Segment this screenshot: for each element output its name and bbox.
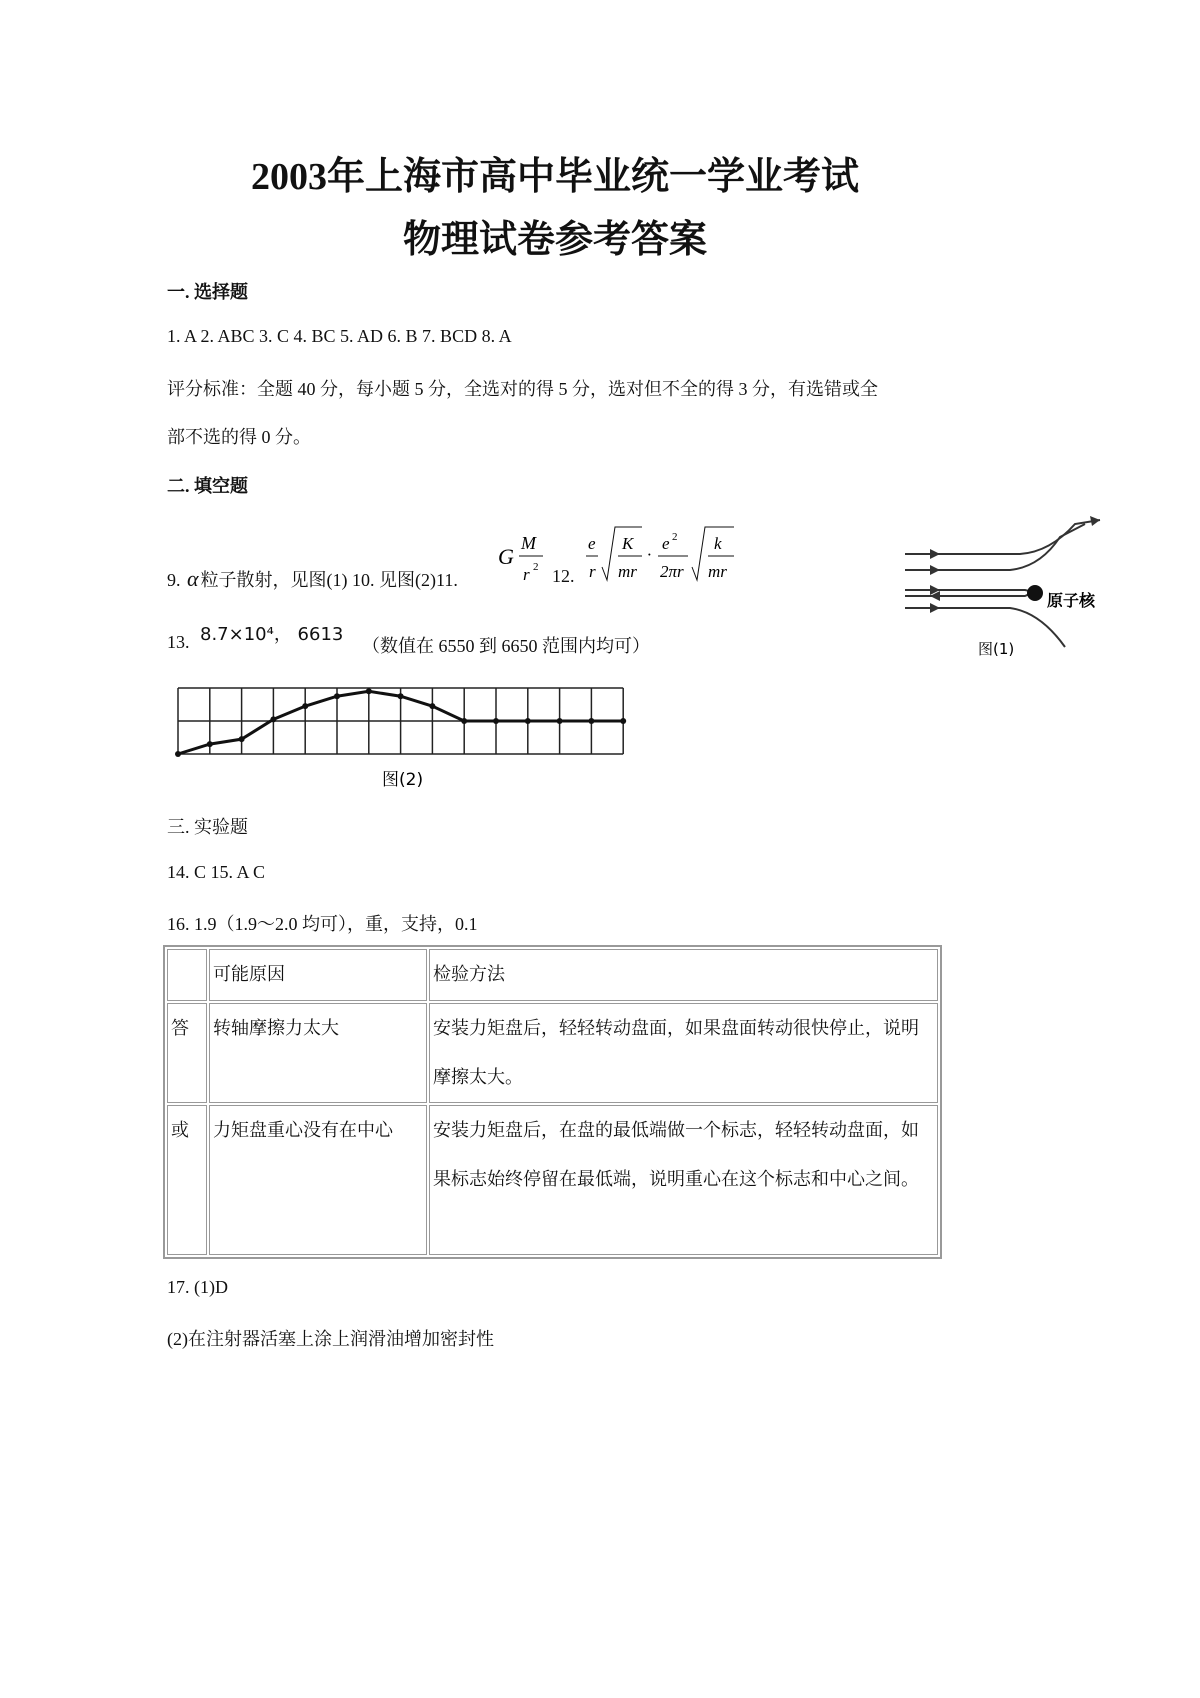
wave-point <box>620 718 626 724</box>
table-header <box>167 949 207 1001</box>
figure-1-label: 图(1) <box>978 640 1015 658</box>
wave-point <box>525 718 531 724</box>
wave-point <box>270 716 276 722</box>
wave-point <box>588 718 594 724</box>
q14-15-answers: 14. C 15. A C <box>167 862 266 882</box>
svg-text:·: · <box>647 545 652 564</box>
svg-text:G: G <box>498 544 514 569</box>
q13-value: 8.7×10⁴， 6613 <box>200 624 344 645</box>
table-header: 检验方法 <box>429 949 938 1001</box>
wave-point <box>429 703 435 709</box>
q16-table <box>163 945 942 1259</box>
table-header: 可能原因 <box>209 949 427 1001</box>
wave-point <box>398 693 404 699</box>
svg-text:e: e <box>588 534 596 553</box>
svg-text:K: K <box>622 534 634 553</box>
figure-1-alpha-scattering <box>900 512 1105 662</box>
section-2-heading: 二. 填空题 <box>167 476 248 496</box>
section-3-heading: 三. 实验题 <box>167 817 248 837</box>
q16-answer: 16. 1.9（1.9～2.0 均可），重，支持，0.1 <box>167 914 478 934</box>
svg-text:2: 2 <box>672 531 678 543</box>
alpha-symbol: α <box>187 566 199 591</box>
q9-line <box>167 566 458 592</box>
q9-prefix: 9. <box>167 570 181 590</box>
table-cell: 答 <box>167 1003 207 1103</box>
wave-point <box>366 688 372 694</box>
wave-point <box>334 693 340 699</box>
svg-text:2: 2 <box>533 561 539 573</box>
criteria-line-2: 部不选的得 0 分。 <box>167 427 311 447</box>
table-header-row <box>167 949 938 1001</box>
wave-point <box>493 718 499 724</box>
svg-text:mr: mr <box>618 562 637 581</box>
figure-2-label: 图(2) <box>382 770 424 790</box>
wave-point <box>461 718 467 724</box>
table-cell: 或 <box>167 1105 207 1255</box>
q17-part-1: 17. (1)D <box>167 1277 228 1297</box>
criteria-line-1: 评分标准：全题 40 分，每小题 5 分，全选对的得 5 分，选对但不全的得 3 分，有选错或全 <box>167 379 878 399</box>
table-cell: 转轴摩擦力太大 <box>209 1003 427 1103</box>
nucleus <box>1027 585 1043 601</box>
title-line-2: 物理试卷参考答案 <box>402 219 707 261</box>
q17-part-2: (2)在注射器活塞上涂上润滑油增加密封性 <box>167 1329 494 1349</box>
svg-text:mr: mr <box>708 562 727 581</box>
svg-text:r: r <box>523 565 530 584</box>
formula-gravity <box>495 522 555 587</box>
q13-label: 13. <box>167 632 190 652</box>
table-cell: 力矩盘重心没有在中心 <box>209 1105 427 1255</box>
title-line-1: 2003年上海市高中毕业统一学业考试 <box>250 156 859 198</box>
table-row <box>167 1003 938 1103</box>
q12-label: 12. <box>552 566 575 586</box>
nucleus-label: 原子核 <box>1047 591 1096 610</box>
wave-point <box>207 741 213 747</box>
svg-text:r: r <box>589 562 596 581</box>
figure-2-wave <box>170 675 640 795</box>
formula-q12 <box>582 522 752 587</box>
wave-point <box>175 751 181 757</box>
table-cell: 安装力矩盘后，在盘的最低端做一个标志，轻轻转动盘面，如果标志始终停留在最低端，说明重心在这个标志和中心之间。 <box>429 1105 938 1255</box>
table-row <box>167 1105 938 1255</box>
svg-text:M: M <box>521 533 536 553</box>
q13-note: （数值在 6550 到 6650 范围内均可） <box>362 636 650 656</box>
svg-text:k: k <box>714 534 722 553</box>
q9-text: 粒子散射，见图(1) 10. 见图(2)11. <box>200 570 458 590</box>
table-cell: 安装力矩盘后，轻轻转动盘面，如果盘面转动很快停止，说明摩擦太大。 <box>429 1003 938 1103</box>
svg-text:2πr: 2πr <box>660 562 684 581</box>
section-1-heading: 一. 选择题 <box>167 282 248 302</box>
wave-point <box>239 736 245 742</box>
svg-text:e: e <box>662 534 670 553</box>
wave-point <box>557 718 563 724</box>
wave-point <box>302 703 308 709</box>
mc-answers: 1. A 2. ABC 3. C 4. BC 5. AD 6. B 7. BCD 8. A <box>167 326 512 346</box>
